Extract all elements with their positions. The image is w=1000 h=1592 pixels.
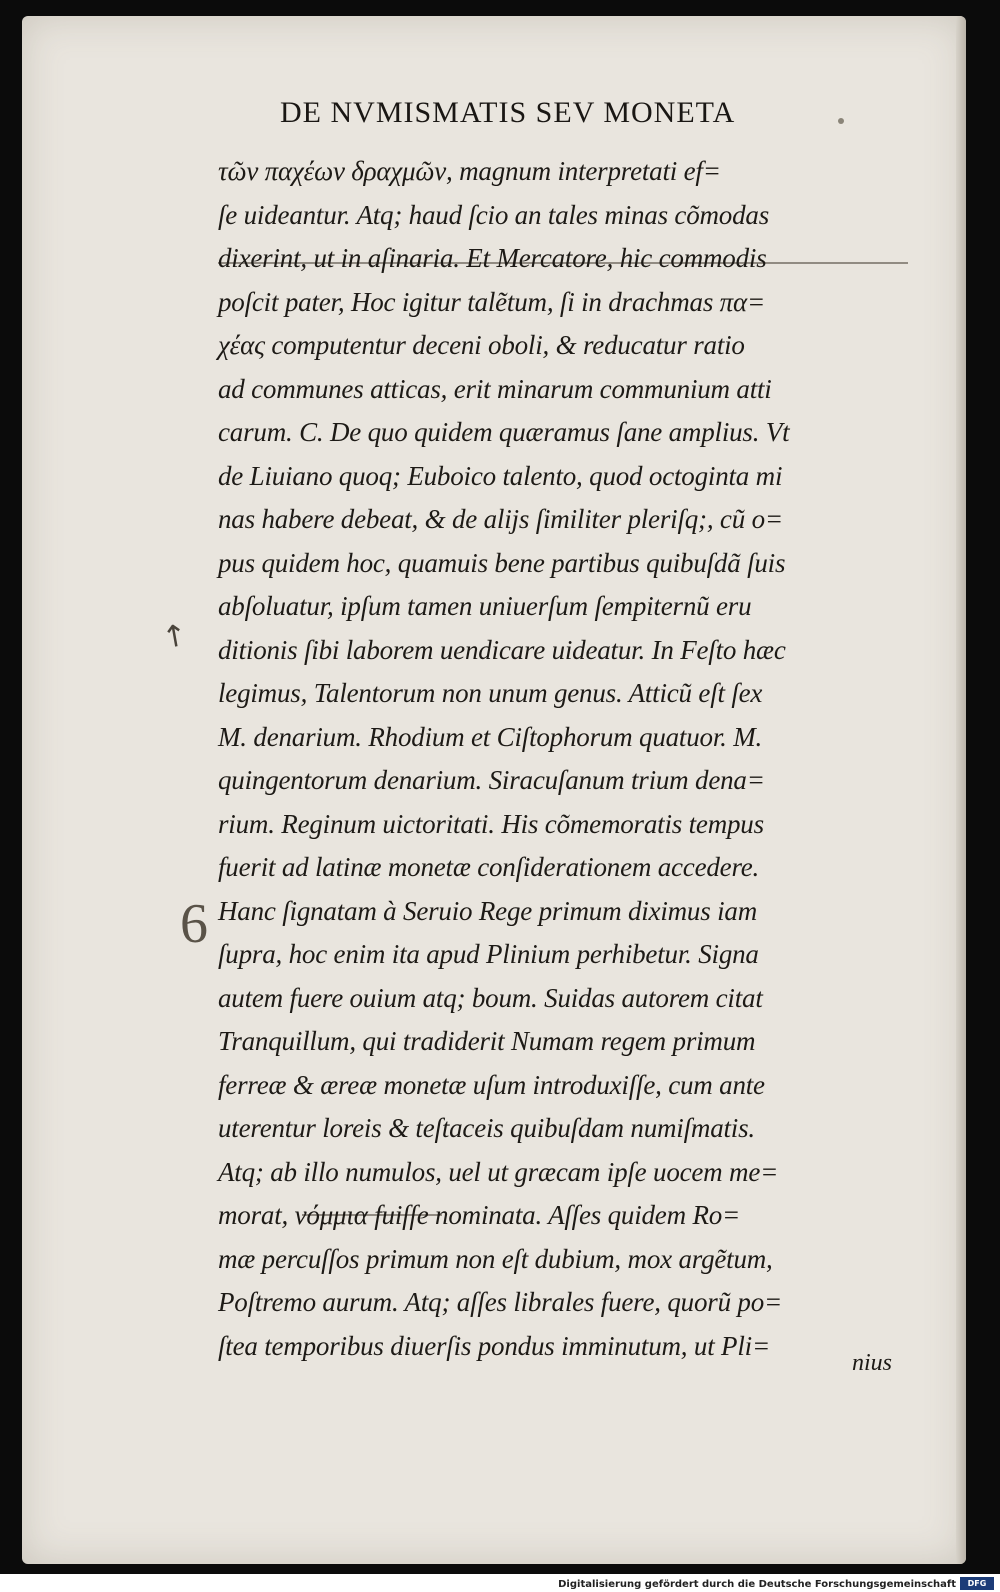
text-line: χέας computentur deceni oboli, & reducatur ratio	[218, 330, 745, 360]
text-line: M. denarium. Rhodium et Ciſtophorum quatuor. M.	[218, 721, 763, 752]
text-line: rium. Reginum uictoritati. His cõmemoratis tempus	[218, 808, 764, 839]
dfg-logo: DFG	[960, 1577, 994, 1590]
catchword: nius	[852, 1350, 893, 1376]
text-line: nas habere debeat, & de alijs ſimiliter pleriſq;, cũ o=	[218, 504, 783, 534]
text-line: dixerint, ut in aſinaria. Et Mercatore, hic commodis	[218, 243, 767, 273]
text-line: pus quidem hoc, quamuis bene partibus quibuſdã ſuis	[218, 547, 786, 578]
page-edge	[956, 16, 966, 1564]
text-line: ad communes atticas, erit minarum communium atti	[218, 373, 772, 404]
text-line: legimus, Talentorum non unum genus. Atticũ eſt ſex	[218, 678, 763, 708]
margin-pointer-mark: ↖	[154, 613, 195, 658]
funding-credit: Digitalisierung gefördert durch die Deutsche Forschungsgemeinschaft	[558, 1579, 956, 1590]
text-line: fuerit ad latinæ monetæ conſiderationem accedere.	[218, 852, 760, 882]
text-line: ſupra, hoc enim ita apud Plinium perhibetur. Signa	[218, 939, 759, 969]
text-line: quingentorum denarium. Siracuſanum trium dena=	[218, 765, 765, 795]
text-line: ferreæ & æreæ monetæ uſum introduxiſſe, cum ante	[218, 1069, 765, 1100]
text-line: τῶν παχέων δραχμῶν, magnum interpretati ef=	[218, 156, 721, 186]
text-line: morat, νόμμια fuiſſe nominata. Aſſes quidem Ro=	[218, 1200, 741, 1230]
running-head-dot	[838, 118, 844, 124]
text-line: ditionis ſibi laborem uendicare uideatur. In Feſto hæc	[218, 634, 786, 665]
text-line: Atq; ab illo numulos, uel ut græcam ipſe uocem me=	[218, 1156, 779, 1187]
text-line: uterentur loreis & teſtaceis quibuſdam numiſmatis.	[218, 1113, 755, 1143]
running-head: DE NVMISMATIS SEV MONETA	[280, 96, 736, 129]
text-line: ſtea temporibus diuerſis pondus imminutum, ut Pli=	[218, 1330, 770, 1361]
text-line: mæ percuſſos primum non eſt dubium, mox argẽtum,	[218, 1243, 773, 1274]
text-line: autem fuere ouium atq; boum. Suidas autorem citat	[218, 982, 763, 1013]
text-line: de Liuiano quoq; Euboico talento, quod octoginta mi	[218, 460, 783, 491]
text-line: ſe uideantur. Atq; haud ſcio an tales minas cõmodas	[218, 199, 770, 230]
text-line: Hanc ſignatam à Seruio Rege primum diximus iam	[218, 895, 757, 926]
text-line: abſoluatur, ipſum tamen uniuerſum ſempiternũ eru	[218, 591, 752, 621]
text-line: Poſtremo aurum. Atq; aſſes librales fuere, quorũ po=	[218, 1287, 783, 1317]
text-line: Tranquillum, qui tradiderit Numam regem primum	[218, 1026, 756, 1056]
text-line: poſcit pater, Hoc igitur talẽtum, ſi in drachmas πα=	[218, 286, 765, 317]
body-text	[218, 150, 918, 1368]
footer-bar	[0, 1574, 1000, 1592]
text-line: carum. C. De quo quidem quæramus ſane amplius. Vt	[218, 417, 790, 447]
margin-annotation-mark: 6	[180, 893, 208, 955]
